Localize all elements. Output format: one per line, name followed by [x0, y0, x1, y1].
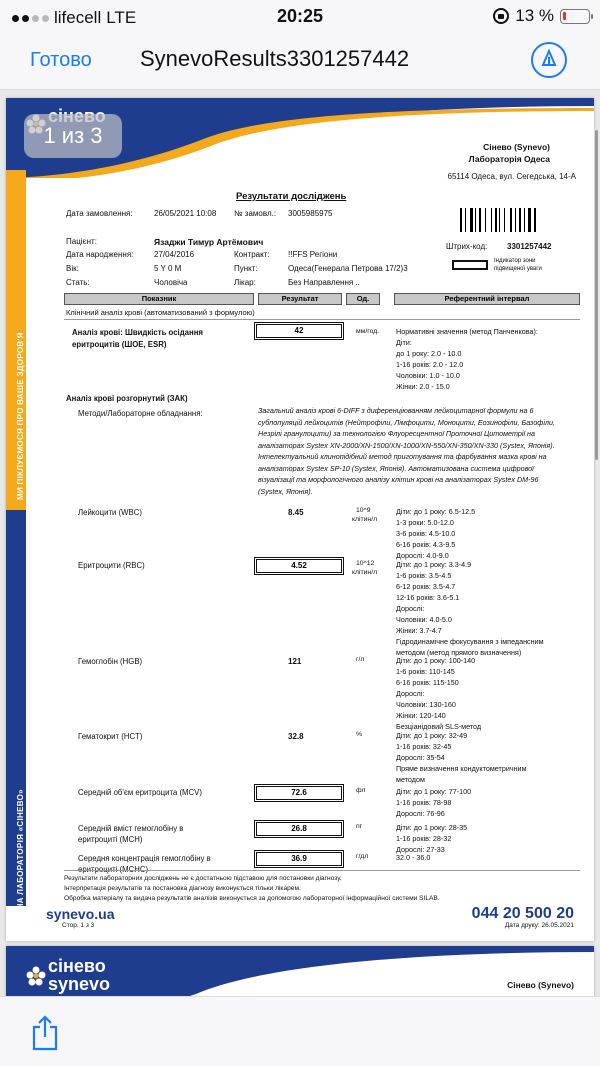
markup-pen-icon	[538, 49, 560, 71]
lab-address: 65114 Одеса, вул. Сегедська, 14-А	[447, 172, 576, 181]
esr-unit: мм/год.	[356, 328, 380, 335]
col-header-reference: Референтний інтервал	[394, 293, 580, 305]
ref-line: методом	[396, 775, 425, 784]
esr-name-line2: еритроцитів (ШОЕ, ESR)	[72, 340, 167, 349]
test-value: 32.8	[288, 732, 304, 741]
test-unit: 10^9	[356, 507, 371, 514]
ref-line: Жінки: 2.0 - 15.0	[396, 382, 450, 391]
ref-line: Пряме визначення кондуктометричним	[396, 764, 527, 773]
scroll-indicator[interactable]	[595, 130, 598, 460]
ref-line: 6-16 років: 4.3-9.5	[396, 540, 456, 549]
barcode-bar	[475, 208, 476, 232]
battery-level	[563, 12, 566, 20]
ref-line: Чоловіки: 130-160	[396, 700, 456, 709]
sex-label: Стать:	[66, 278, 90, 287]
order-number-label: № замовл.:	[234, 209, 277, 218]
ref-line: 12-16 років: 3.6-5.1	[396, 593, 460, 602]
ref-line: Діти: до 1 року: 28-35	[396, 823, 468, 832]
battery-icon	[560, 9, 590, 24]
sidebar-slogan: МИ ПІКЛУЄМОСЯ ПРО ВАШЕ ЗДОРОВ'Я	[16, 332, 25, 500]
test-value: 8.45	[288, 508, 304, 517]
done-button[interactable]: Готово	[30, 49, 92, 71]
point-label: Пункт:	[234, 264, 258, 273]
dob: 27/04/2016	[154, 250, 195, 259]
barcode-bar	[528, 208, 531, 232]
carrier-name: lifecell	[54, 8, 102, 27]
contract-label: Контракт:	[234, 250, 270, 259]
test-name-line2: еритроциті (MCH)	[78, 835, 143, 844]
pdf-viewer[interactable]	[0, 90, 600, 996]
ref-line: 1-6 років: 3.5-4.5	[396, 571, 452, 580]
test-unit-line2: клітин/л	[352, 569, 378, 576]
network-type: LTE	[106, 8, 137, 27]
page-indicator: 1 из 3	[24, 114, 122, 158]
ref-line: Діти: до 1 року: 100-140	[396, 656, 476, 665]
methods-description: Загальний аналіз крові 6-DIFF з диференціюванням лейкоцитарної формули на 6 субпопуляцій лейкоцитів (Нейтрофіли, Лімфоцити, Моноцити, Еозинофіли, Базофіли, Незрілі гранулоцити) за технологією Флуоресцентної Проточної Цитометрії на аналізаторах Systex XN-2000/XN-1500/XN-1000/XN-550/XN-350/XN-330 (Systex, Японія). Інтелектуальний клинопідібний метод приготування та фарбування мазка крові на аналізаторах Systex SP-10 (Systex, Японія). Автоматизована система цифрової візуалізації та морфологічного аналізу клітин крові на аналізаторах Systex DM-96 (Systex, Японія).	[258, 406, 555, 496]
patient-name: Язаджи Тимур Артёмович	[154, 237, 264, 247]
test-unit: 10^12	[356, 560, 375, 567]
esr-name: Аналіз крові: Швидкість осідання	[72, 328, 203, 337]
barcode-bar	[499, 208, 500, 232]
sex: Чоловіча	[154, 278, 188, 287]
col-header-unit: Од.	[346, 293, 380, 305]
barcode-label: Штрих-код:	[446, 242, 488, 251]
section-divider	[64, 319, 580, 320]
order-number: 3005985975	[288, 209, 333, 218]
markup-button[interactable]	[531, 42, 567, 78]
ref-line: 1-6 років: 110-145	[396, 667, 455, 676]
ref-line: Нормативні значення (метод Панченкова):	[396, 327, 538, 336]
test-reference	[396, 506, 475, 561]
attention-indicator-label: Індикатор зони підвищеної уваги	[494, 258, 542, 272]
col-header-test: Показник	[64, 293, 254, 305]
document-title: SynevoResults3301257442	[140, 46, 410, 71]
barcode-bar	[524, 208, 525, 232]
order-date: 26/05/2021 10:08	[154, 209, 217, 218]
test-unit: пг	[356, 823, 363, 830]
ref-line: Гідродинамічне фокусування з імпедансним	[396, 637, 544, 646]
collection-point: Одеса(Генерала Петрова 17/2)3	[288, 264, 408, 273]
ref-line: 3-6 років: 4.5-10.0	[396, 529, 456, 538]
ref-line: Дорослі: 35-54	[396, 753, 445, 762]
methods-label: Методи/Лабораторне обладнання:	[78, 409, 203, 418]
age-label: Вік:	[66, 264, 79, 273]
barcode-bar	[491, 208, 492, 232]
bottom-toolbar	[0, 996, 600, 1066]
ref-line: 6-12 років: 3.5-4.7	[396, 582, 456, 591]
test-reference	[396, 730, 527, 785]
flower-logo-icon	[26, 966, 46, 986]
ref-line: Дорослі: 27-33	[396, 845, 445, 854]
ref-line: Дорослі: 4.0-9.0	[396, 551, 449, 560]
ref-line: Жінки: 3.7-4.7	[396, 626, 442, 635]
test-unit: фл	[356, 787, 366, 794]
order-date-label: Дата замовлення:	[66, 209, 133, 218]
barcode-bar	[479, 208, 481, 232]
ref-line: Безціанідовий SLS-метод	[396, 722, 482, 731]
results-title: Результати досліджень	[236, 191, 347, 202]
clock: 20:25	[276, 6, 324, 26]
attention-indicator	[452, 260, 488, 270]
ref-line: Діти:	[396, 338, 412, 347]
ref-line: методом (метод прямого визначення)	[396, 648, 522, 657]
sidebar-lab-name: МЕДИЧНА ЛАБОРАТОРІЯ «СІНЕВО»	[16, 789, 25, 940]
logo-text-latin: synevo	[48, 974, 111, 994]
doctor-label: Лікар:	[234, 278, 256, 287]
share-button[interactable]	[30, 1015, 60, 1056]
patient-label: Пацієнт:	[66, 237, 97, 246]
barcode-bar	[534, 208, 536, 232]
contract: !!FFS Регіони	[288, 250, 338, 259]
col-header-result: Результат	[258, 293, 342, 305]
status-bar	[0, 0, 600, 32]
ref-line: 1-16 років: 78-98	[396, 798, 452, 807]
share-icon	[30, 1015, 60, 1051]
test-name: Гематокрит (HCT)	[78, 732, 143, 741]
ref-line: 1-16 років: 32-45	[396, 742, 452, 751]
barcode-bar	[460, 208, 462, 232]
doctor: Без Направлення ..	[288, 278, 360, 287]
ref-line: Чоловіки: 4.0-5.0	[396, 615, 452, 624]
ref-line: до 1 року: 2.0 - 10.0	[396, 349, 462, 358]
page-number: Стор. 1 з 3	[62, 922, 95, 929]
esr-reference	[396, 326, 538, 392]
ref-line: Дорослі: 76-96	[396, 809, 445, 818]
ref-line: Дорослі:	[396, 604, 425, 613]
test-value: 72.6	[256, 786, 342, 800]
esr-value: 42	[256, 324, 342, 338]
test-name: Середній вміст гемоглобіну в	[78, 824, 184, 833]
test-reference	[396, 786, 471, 819]
barcode-bar	[465, 208, 466, 232]
barcode-bar	[519, 208, 521, 232]
test-unit: г/дл	[356, 853, 369, 860]
test-unit-line2: клітин/л	[352, 516, 378, 523]
lab-name: Сінево (Synevo)	[507, 980, 574, 990]
section-cbc-title: Аналіз крові розгорнутий (ЗАК)	[66, 394, 188, 403]
ref-line: Діти: до 1 року: 3.3-4.9	[396, 560, 472, 569]
disclaimer-2: Інтерпретація результатів та постановка діагнозу виконується тільки лікарем.	[64, 885, 301, 892]
test-reference	[396, 655, 481, 732]
logo-text-cyrillic: сінево	[48, 956, 106, 976]
lab-branch: Лабораторія Одеса	[468, 154, 550, 164]
pdf-page-2	[6, 946, 594, 996]
hotline-phone: 044 20 500 20	[471, 905, 574, 922]
test-name: Гемоглобін (HGB)	[78, 657, 143, 666]
test-name: Середня концентрація гемоглобіну в	[78, 854, 211, 863]
test-value: 121	[288, 657, 302, 666]
ref-line: Чоловіки: 1.0 - 10.0	[396, 371, 460, 380]
test-reference	[396, 852, 430, 863]
barcode-number: 3301257442	[507, 242, 552, 251]
ref-line: Діти: до 1 року: 77-100	[396, 787, 472, 796]
test-unit: %	[356, 731, 363, 738]
test-value: 36.9	[256, 852, 342, 866]
disclaimer-1: Результати лабораторних досліджень не є достатньою підставою для постановки діагнозу.	[64, 875, 342, 882]
barcode-bar	[495, 208, 497, 232]
barcode-bar	[510, 208, 512, 232]
test-reference	[396, 559, 544, 658]
ref-line: Дорослі:	[396, 689, 425, 698]
barcode-bar	[504, 208, 505, 232]
lab-name: Сінево (Synevo)	[483, 142, 550, 152]
barcode-bar	[470, 208, 473, 232]
ref-line: 1-16 років: 28-32	[396, 834, 452, 843]
barcode-bar	[515, 208, 516, 232]
test-reference	[396, 822, 467, 855]
barcode-bar	[485, 208, 486, 232]
navigation-bar	[0, 32, 600, 90]
test-value: 26.8	[256, 822, 342, 836]
battery-percent: 13 %	[515, 6, 554, 25]
ref-line: 32.0 - 36.0	[396, 853, 431, 862]
test-value: 4.52	[256, 559, 342, 573]
brand-sidebar	[6, 170, 26, 940]
ref-line: Діти: до 1 року: 6.5-12.5	[396, 507, 476, 516]
test-name: Середній об'єм еритроцита (MCV)	[78, 788, 202, 797]
disclaimer-3: Обробка матеріалу та видача результатів аналізів виконується за допомогою лабораторної інформаційної системи SILAB.	[64, 895, 440, 902]
rotation-lock-icon	[493, 8, 509, 24]
test-name-line2: еритроциті (MCHC)	[78, 865, 149, 874]
ref-line: Жінки: 120-140	[396, 711, 446, 720]
pdf-page-1	[6, 98, 594, 941]
barcode-image	[460, 208, 552, 232]
synevo-website: synevo.ua	[46, 906, 115, 922]
ref-line: 1-3 роки: 5.0-12.0	[396, 518, 454, 527]
dob-label: Дата народження:	[66, 250, 134, 259]
test-unit: г/л	[356, 656, 365, 663]
print-date: Дата друку: 26.05.2021	[504, 922, 574, 929]
section-clinical-title: Клінічний аналіз крові (автоматизований з формулою)	[66, 308, 255, 317]
test-name: Еритроцити (RBC)	[78, 561, 145, 570]
ref-line: 6-16 років: 115-150	[396, 678, 459, 687]
test-name: Лейкоцити (WBC)	[78, 508, 142, 517]
ref-line: 1-16 років: 2.0 - 12.0	[396, 360, 464, 369]
ref-line: Діти: до 1 року: 32-49	[396, 731, 468, 740]
age: 5 Y 0 M	[154, 264, 182, 273]
